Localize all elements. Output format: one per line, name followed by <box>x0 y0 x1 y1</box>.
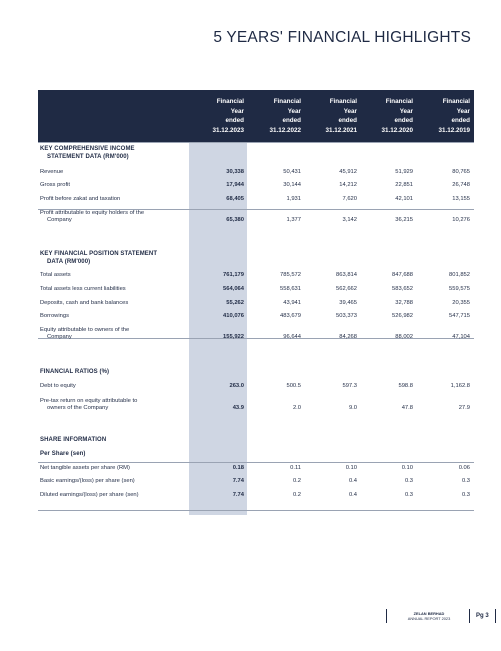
cell-equity-col2: 96,644 <box>283 334 301 341</box>
cell-net_assets-col2: 558,631 <box>280 286 301 292</box>
cell-total_assets-col5: 801,852 <box>449 272 470 278</box>
section-heading-position: DATA (RM'000) <box>47 259 91 265</box>
row-label-profit_attr: Profit attributable to equity holders of the <box>40 210 145 216</box>
cell-equity-col4: 88,002 <box>395 334 413 341</box>
column-header-2 <box>245 97 301 135</box>
row-label-eps_basic: Basic earnings/(loss) per share (sen) <box>40 478 135 484</box>
column-header-line: ended <box>394 117 413 124</box>
cell-profit_attr-col1: 65,380 <box>226 217 244 224</box>
cell-eps_basic-col4: 0.3 <box>404 478 413 484</box>
column-header-line: Year <box>287 107 301 115</box>
section-divider <box>38 510 474 511</box>
footer-separator-left <box>386 609 387 623</box>
column-header-1 <box>188 97 244 135</box>
cell-eps_diluted-col4: 0.3 <box>404 492 413 498</box>
column-header-line: Financial <box>273 98 301 105</box>
cell-eps_diluted-col5: 0.3 <box>461 492 470 498</box>
footer-brand <box>390 611 468 621</box>
column-header-3 <box>301 97 357 135</box>
column-header-5 <box>414 97 470 135</box>
cell-nta-col2: 0.11 <box>290 465 301 471</box>
cell-gross_profit-col2: 30,144 <box>283 182 301 188</box>
footer-separator-end <box>495 609 496 623</box>
row-label-equity: Equity attributable to owners of the <box>40 327 130 333</box>
cell-roe-col4: 47.8 <box>401 405 413 412</box>
cell-eps_basic-col1: 7.74 <box>232 478 244 484</box>
cell-nta-col4: 0.10 <box>401 465 413 471</box>
cell-deposits-col2: 43,941 <box>283 300 301 306</box>
column-header-line: Year <box>343 107 357 115</box>
row-label-pbt: Profit before zakat and taxation <box>40 196 121 202</box>
cell-nta-col5: 0.06 <box>458 465 470 471</box>
cell-equity-col5: 47,104 <box>452 334 470 341</box>
page-title: 5 YEARS' FINANCIAL HIGHLIGHTS <box>213 29 471 46</box>
cell-nta-col1: 0.18 <box>232 465 244 471</box>
row-label-net_assets: Total assets less current liabilities <box>40 286 126 292</box>
cell-net_assets-col5: 559,575 <box>449 286 470 292</box>
cell-debt_equity-col2: 500.5 <box>286 383 301 389</box>
cell-pbt-col3: 7,620 <box>342 196 357 202</box>
cell-total_assets-col3: 863,814 <box>336 272 357 278</box>
cell-deposits-col1: 55,262 <box>226 300 244 306</box>
cell-roe-col1: 43.9 <box>232 405 244 412</box>
footer-company: ZELAN BERHAD <box>413 611 445 616</box>
cell-profit_attr-col5: 10,276 <box>452 217 470 224</box>
cell-net_assets-col4: 583,652 <box>392 286 413 292</box>
cell-total_assets-col2: 785,572 <box>280 272 301 278</box>
cell-deposits-col4: 32,788 <box>395 300 413 306</box>
cell-profit_attr-col3: 3,142 <box>342 217 357 224</box>
column-header-line: Financial <box>442 98 470 105</box>
section-heading-income: KEY COMPREHENSIVE INCOME <box>40 146 135 152</box>
column-header-line: Year <box>230 107 244 115</box>
cell-eps_diluted-col2: 0.2 <box>292 492 301 498</box>
cell-borrowings-col5: 547,715 <box>449 313 470 319</box>
table-header-band <box>38 90 474 142</box>
cell-deposits-col5: 20,355 <box>452 300 470 306</box>
cell-borrowings-col2: 483,679 <box>280 313 301 319</box>
column-header-line: 31.12.2020 <box>381 126 413 134</box>
row-label-profit_attr: Company <box>47 217 72 224</box>
column-header-line: 31.12.2019 <box>438 126 470 134</box>
column-header-line: Financial <box>216 98 244 105</box>
cell-total_assets-col1: 761,179 <box>223 272 244 278</box>
footer-separator-right <box>469 609 470 623</box>
column-header-4 <box>357 97 413 135</box>
column-header-line: ended <box>225 117 244 124</box>
section-heading-income: STATEMENT DATA (RM'000) <box>47 154 129 160</box>
column-header-line: Financial <box>385 98 413 105</box>
cell-pbt-col2: 1,931 <box>286 196 301 202</box>
cell-profit_attr-col2: 1,377 <box>286 217 301 224</box>
cell-equity-col3: 84,268 <box>339 334 357 341</box>
section-divider <box>38 142 474 143</box>
cell-eps_basic-col5: 0.3 <box>461 478 470 484</box>
cell-profit_attr-col4: 36,215 <box>395 217 413 224</box>
cell-nta-col3: 0.10 <box>345 465 357 471</box>
cell-revenue-col5: 80,765 <box>452 169 470 175</box>
column-header-line: ended <box>282 117 301 124</box>
row-label-roe: Pre-tax return on equity attributable to <box>40 398 138 404</box>
cell-roe-col5: 27.9 <box>458 405 470 412</box>
cell-deposits-col3: 39,465 <box>339 300 357 306</box>
section-heading-ratios: FINANCIAL RATIOS (%) <box>40 369 110 375</box>
row-label-debt_equity: Debt to equity <box>40 383 76 389</box>
row-label-total_assets: Total assets <box>40 272 71 278</box>
cell-revenue-col3: 45,912 <box>339 169 357 175</box>
cell-roe-col3: 9.0 <box>348 405 357 412</box>
cell-eps_diluted-col1: 7.74 <box>232 492 244 498</box>
column-header-line: Financial <box>329 98 357 105</box>
column-header-line: 31.12.2023 <box>212 126 244 134</box>
column-header-line: 31.12.2022 <box>269 126 301 134</box>
section-heading-position: KEY FINANCIAL POSITION STATEMENT <box>40 251 158 257</box>
cell-gross_profit-col3: 14,212 <box>339 182 357 188</box>
cell-revenue-col2: 50,431 <box>283 169 301 175</box>
cell-debt_equity-col1: 263.0 <box>229 383 244 389</box>
cell-debt_equity-col5: 1,162.8 <box>450 383 470 389</box>
cell-net_assets-col3: 562,662 <box>336 286 357 292</box>
row-label-eps_diluted: Diluted earnings/(loss) per share (sen) <box>40 492 139 498</box>
footer-report: ANNUAL REPORT 2023 <box>407 616 451 621</box>
cell-total_assets-col4: 847,688 <box>392 272 413 278</box>
row-label-equity: Company <box>47 334 72 341</box>
cell-debt_equity-col4: 598.8 <box>398 383 413 389</box>
column-header-line: 31.12.2021 <box>325 126 357 134</box>
cell-eps_basic-col3: 0.4 <box>348 478 357 484</box>
column-header-line: ended <box>338 117 357 124</box>
cell-equity-col1: 155,922 <box>223 334 244 341</box>
cell-roe-col2: 2.0 <box>292 405 301 412</box>
cell-borrowings-col4: 526,982 <box>392 313 413 319</box>
section-heading-per_share: Per Share (sen) <box>40 451 86 457</box>
section-heading-share: SHARE INFORMATION <box>40 437 107 443</box>
row-label-roe: owners of the Company <box>47 405 109 412</box>
cell-borrowings-col1: 410,076 <box>223 313 244 319</box>
page-number: Pg 3 <box>476 613 489 619</box>
cell-debt_equity-col3: 597.3 <box>342 383 357 389</box>
cell-pbt-col1: 68,405 <box>226 196 244 202</box>
cell-revenue-col1: 30,338 <box>226 169 244 175</box>
row-label-borrowings: Borrowings <box>40 313 69 319</box>
cell-gross_profit-col1: 17,944 <box>226 182 244 188</box>
row-label-deposits: Deposits, cash and bank balances <box>40 300 129 306</box>
cell-borrowings-col3: 503,373 <box>336 313 357 319</box>
column-header-line: Year <box>456 107 470 115</box>
column-header-line: Year <box>399 107 413 115</box>
column-header-line: ended <box>451 117 470 124</box>
cell-eps_basic-col2: 0.2 <box>292 478 301 484</box>
cell-gross_profit-col5: 26,748 <box>452 182 470 188</box>
section-divider <box>38 462 474 463</box>
cell-pbt-col5: 13,155 <box>452 196 470 202</box>
row-label-nta: Net tangible assets per share (RM) <box>40 465 130 471</box>
cell-eps_diluted-col3: 0.4 <box>348 492 357 498</box>
cell-revenue-col4: 51,929 <box>395 169 413 175</box>
cell-pbt-col4: 42,101 <box>395 196 413 202</box>
cell-gross_profit-col4: 22,851 <box>395 182 413 188</box>
cell-net_assets-col1: 564,064 <box>223 286 244 292</box>
row-label-revenue: Revenue <box>40 169 64 175</box>
row-label-gross_profit: Gross profit <box>40 182 70 188</box>
